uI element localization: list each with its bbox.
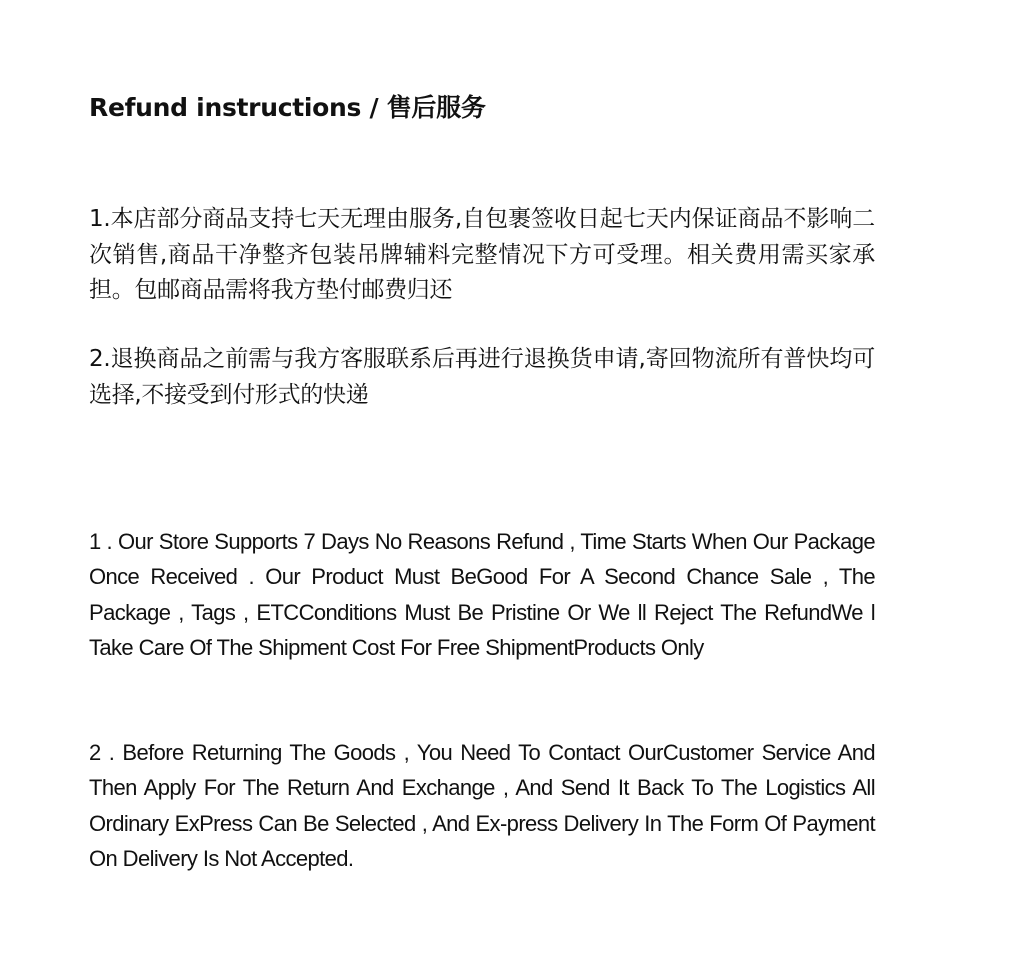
page-title: Refund instructions / 售后服务 [89, 93, 486, 122]
english-paragraph-1: 1 . Our Store Supports 7 Days No Reasons Refund , Time Starts When Our Package Once Received . Our Product Must BeGood For A Second Chance Sale , The Package , Tags , ETCConditions Must Be Pristine Or We ll Reject The RefundWe l Take Care Of The Shipment Cost For Free ShipmentProducts Only [89, 529, 875, 660]
chinese-paragraph-2: 2.退换商品之前需与我方客服联系后再进行退换货申请,寄回物流所有普快均可选择,不接受到付形式的快递 [89, 346, 875, 408]
chinese-paragraph-1: 1.本店部分商品支持七天无理由服务,自包裹签收日起七天内保证商品不影响二次销售,商品干净整齐包装吊牌辅料完整情况下方可受理。相关费用需买家承担。包邮商品需将我方垫付邮费归还 [89, 206, 875, 303]
english-paragraph-2: 2 . Before Returning The Goods , You Need To Contact OurCustomer Service And Then Apply For The Return And Exchange , And Send It Back To The Logistics All Ordinary ExPress Can Be Selected , And Ex-press Delivery In The Form Of Payment On Delivery Is Not Accepted. [89, 740, 875, 871]
